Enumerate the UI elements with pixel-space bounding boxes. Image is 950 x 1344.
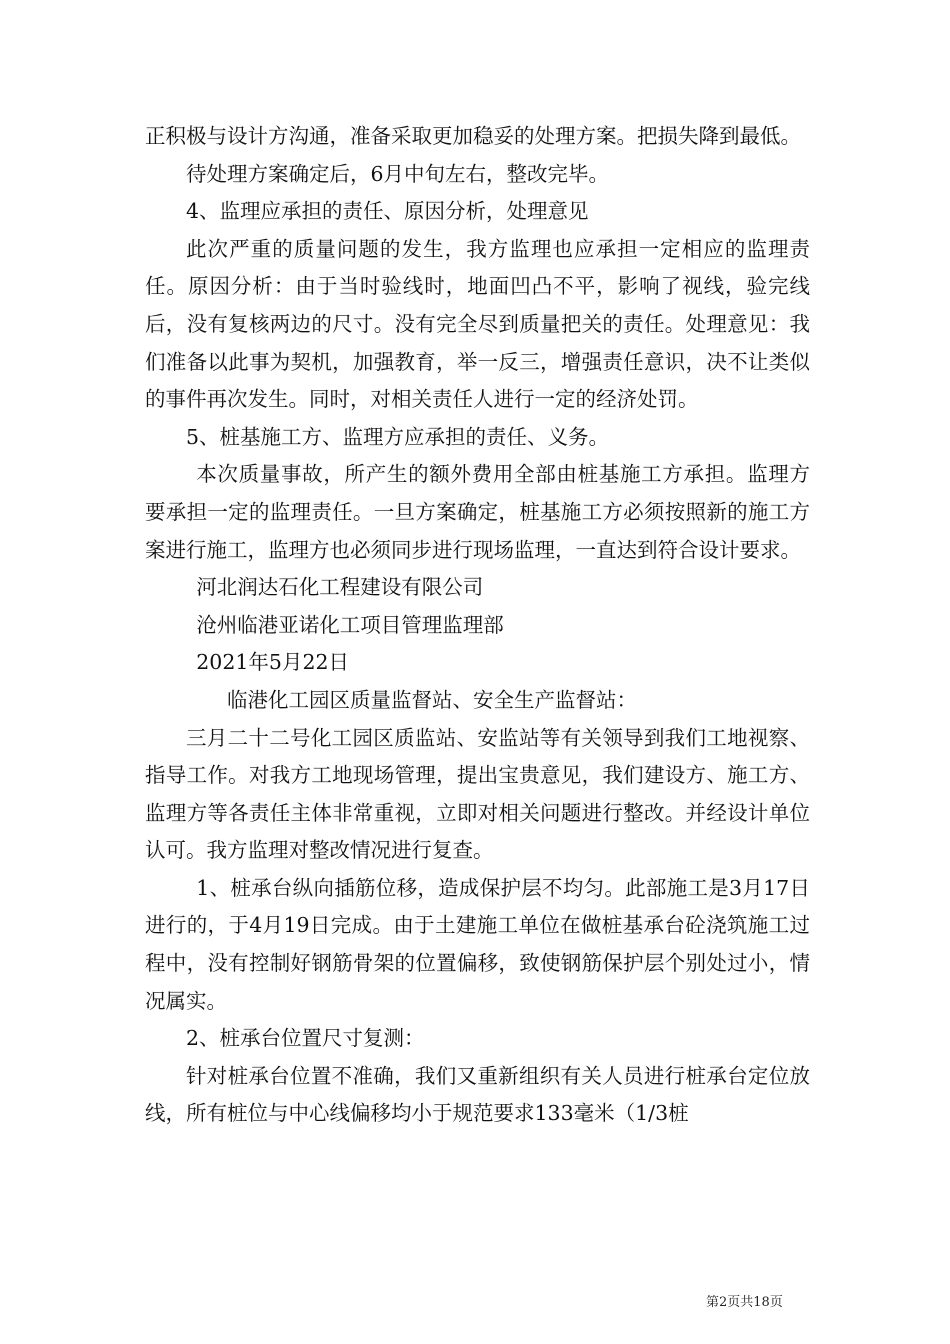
signature-department: 沧州临港亚诺化工项目管理监理部 bbox=[196, 612, 504, 637]
page-number: 第2页共18页 bbox=[706, 1295, 783, 1310]
letter-salutation: 临港化工园区质量监督站、安全生产监督站： bbox=[227, 687, 637, 712]
paragraph-rectification-time: 待处理方案确定后，6月中旬左右，整改完毕。 bbox=[186, 161, 610, 186]
document-body bbox=[145, 118, 810, 1133]
section-heading-5: 5、桩基施工方、监理方应承担的责任、义务。 bbox=[186, 424, 610, 449]
paragraph-continuation: 正积极与设计方沟通，准备采取更加稳妥的处理方案。把损失降到最低。 bbox=[145, 124, 801, 148]
signature-date: 2021年5月22日 bbox=[196, 650, 350, 675]
paragraph-repositioning: 针对桩承台位置不准确，我们又重新组织有关人员进行桩承台定位放线，所有桩位与中心线偏移均小于规范要求133毫米（1/3桩 bbox=[145, 1063, 810, 1126]
section-heading-4: 4、监理应承担的责任、原因分析，处理意见 bbox=[186, 199, 589, 224]
item-2-heading: 2、桩承台位置尺寸复测： bbox=[186, 1026, 425, 1051]
paragraph-cost-responsibility: 本次质量事故，所产生的额外费用全部由桩基施工方承担。监理方要承担一定的监理责任。一旦方案确定，桩基施工方必须按照新的施工方案进行施工，监理方也必须同步进行现场监理，一直达到符合设计要求。 bbox=[145, 462, 810, 562]
item-1-rebar-displacement: 1、桩承台纵向插筋位移，造成保护层不均匀。此部施工是3月17日进行的，于4月19日完成。由于土建施工单位在做桩基承台砼浇筑施工过程中，没有控制好钢筋骨架的位置偏移，致使钢筋保护层个别处过小，情况属实。 bbox=[145, 875, 810, 1013]
signature-company: 河北润达石化工程建设有限公司 bbox=[196, 575, 484, 600]
paragraph-supervision-responsibility: 此次严重的质量问题的发生，我方监理也应承担一定相应的监理责任。原因分析：由于当时验线时，地面凹凸不平，影响了视线，验完线后，没有复核两边的尺寸。没有完全尽到质量把关的责任。处理意见：我们准备以此事为契机，加强教育，举一反三，增强责任意识，决不让类似的事件再次发生。同时，对相关责任人进行一定的经济处罚。 bbox=[145, 236, 810, 412]
paragraph-inspection-visit: 三月二十二号化工园区质监站、安监站等有关领导到我们工地视察、指导工作。对我方工地现场管理，提出宝贵意见，我们建设方、施工方、监理方等各责任主体非常重视，立即对相关问题进行整改。并经设计单位认可。我方监理对整改情况进行复查。 bbox=[145, 725, 810, 863]
